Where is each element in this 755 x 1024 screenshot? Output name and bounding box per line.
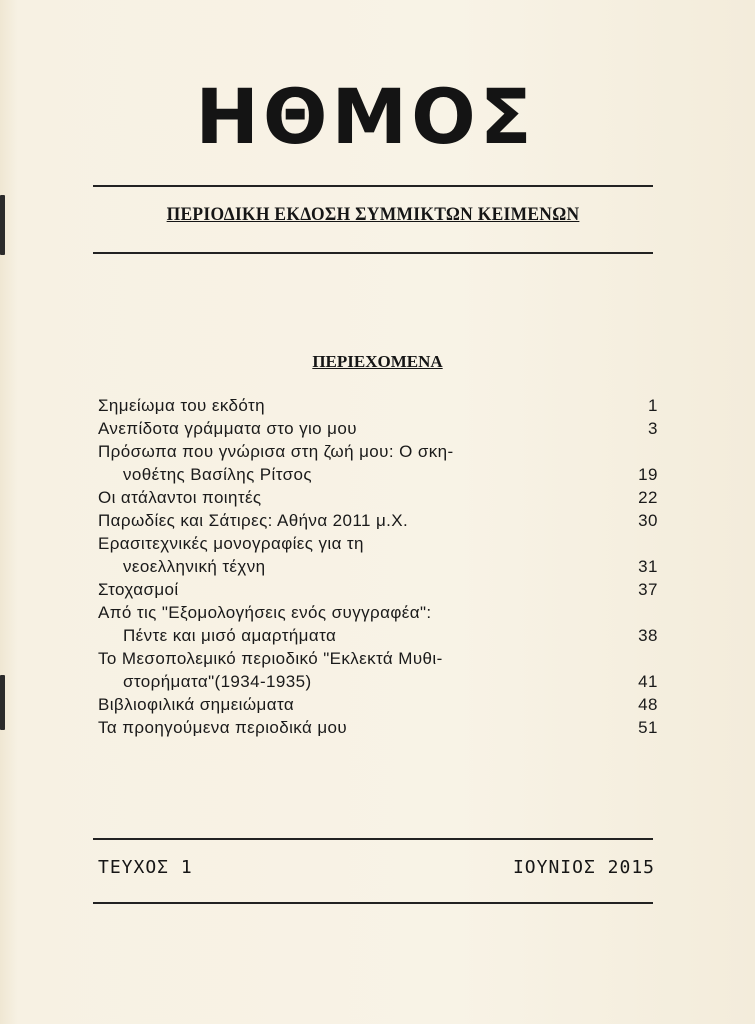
toc-entry: [98, 578, 658, 601]
toc-entry: [98, 509, 658, 532]
toc-entry: [98, 624, 658, 647]
toc-entry-title: Ερασιτεχνικές μονογραφίες για τη: [98, 534, 364, 553]
masthead-title: ΗΘΜΟΣ: [195, 72, 536, 161]
toc-entry-title: στορήματα"(1934-1935): [123, 672, 312, 691]
issue-date: ΙΟΥΝΙΟΣ 2015: [512, 857, 655, 878]
toc-entry-title: Από τις "Εξομολογήσεις ενός συγγραφέα":: [98, 603, 432, 622]
publication-subtitle: ΠΕΡΙΟΔΙΚΗ ΕΚΔΟΣΗ ΣΥΜΜΙΚΤΩΝ ΚΕΙΜΕΝΩΝ: [166, 204, 580, 225]
toc-entry-page: 37: [638, 580, 658, 599]
toc-entry-title: Τα προηγούμενα περιοδικά μου: [98, 718, 348, 737]
toc-entry-page: 31: [638, 557, 658, 576]
divider-footer-top: [93, 838, 653, 840]
toc-entry: [98, 463, 658, 486]
toc-entry: [98, 532, 658, 555]
toc-entry-page: 1: [648, 396, 658, 415]
divider-subtitle: [93, 252, 653, 254]
toc-entry: [98, 716, 658, 739]
toc-entry-page: 30: [638, 511, 658, 530]
toc-entry: [98, 693, 658, 716]
issue-number: ΤΕΥΧΟΣ 1: [98, 857, 193, 878]
toc-entry: [98, 670, 658, 693]
toc-entry-page: 3: [648, 419, 658, 438]
toc-entry-title: Οι ατάλαντοι ποιητές: [98, 488, 262, 507]
toc-entry: [98, 394, 658, 417]
toc-entry-title: Παρωδίες και Σάτιρες: Αθήνα 2011 μ.Χ.: [98, 511, 409, 530]
toc-entry: [98, 555, 658, 578]
toc-entry-title: Στοχασμοί: [98, 580, 179, 599]
staple-bottom: [0, 675, 5, 730]
divider-top: [93, 185, 653, 187]
toc-entry: [98, 647, 658, 670]
staple-top: [0, 195, 5, 255]
toc-entry-title: νεοελληνική τέχνη: [123, 557, 266, 576]
table-of-contents: [98, 394, 658, 739]
toc-entry-title: Σημείωμα του εκδότη: [98, 396, 265, 415]
toc-entry-title: Πέντε και μισό αμαρτήματα: [123, 626, 337, 645]
divider-footer-bottom: [93, 902, 653, 904]
toc-entry-page: 38: [638, 626, 658, 645]
toc-entry: [98, 440, 658, 463]
toc-entry-page: 41: [638, 672, 658, 691]
toc-entry-title: νοθέτης Βασίλης Ρίτσος: [123, 465, 312, 484]
toc-entry: [98, 417, 658, 440]
toc-entry-title: Βιβλιοφιλικά σημειώματα: [98, 695, 295, 714]
toc-entry-title: Το Μεσοπολεμικό περιοδικό "Εκλεκτά Μυθι-: [98, 649, 443, 668]
contents-heading: ΠΕΡΙΕΧΟΜΕΝΑ: [312, 352, 443, 371]
toc-entry-page: 19: [638, 465, 658, 484]
toc-entry: [98, 601, 658, 624]
toc-entry-page: 51: [638, 718, 658, 737]
toc-entry-page: 22: [638, 488, 658, 507]
toc-entry: [98, 486, 658, 509]
toc-entry-title: Πρόσωπα που γνώρισα στη ζωή μου: Ο σκη-: [98, 442, 454, 461]
toc-entry-title: Ανεπίδοτα γράμματα στο γιο μου: [98, 419, 357, 438]
toc-entry-page: 48: [638, 695, 658, 714]
